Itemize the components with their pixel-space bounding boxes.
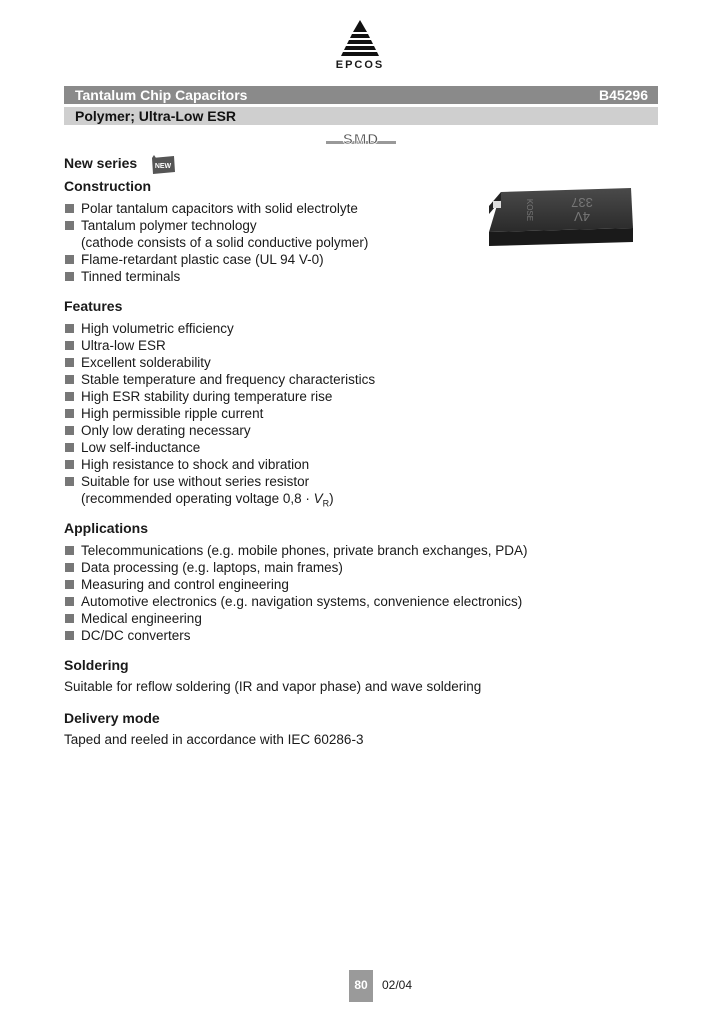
features-note-var: V	[313, 491, 323, 506]
list-item: Data processing (e.g. laptops, main frames)	[64, 559, 527, 576]
soldering-heading: Soldering	[64, 657, 129, 673]
features-note-suffix: )	[329, 491, 334, 506]
epcos-logo-icon	[340, 18, 380, 58]
list-item: High volumetric efficiency	[64, 320, 375, 337]
list-item: High resistance to shock and vibration	[64, 456, 375, 473]
applications-heading: Applications	[64, 520, 149, 536]
list-item: Measuring and control engineering	[64, 576, 527, 593]
features-list	[64, 320, 375, 507]
page-subtitle: Polymer; Ultra-Low ESR	[75, 108, 237, 124]
delivery-heading: Delivery mode	[64, 710, 160, 726]
list-item: Medical engineering	[64, 610, 527, 627]
construction-list	[64, 200, 368, 285]
logo-text: EPCOS	[335, 59, 385, 71]
list-item: DC/DC converters	[64, 627, 527, 644]
features-note-prefix: (recommended operating voltage 0,8 ·	[81, 491, 314, 506]
page-date: 02/04	[382, 978, 413, 992]
list-item: Polar tantalum capacitors with solid electrolyte	[64, 200, 368, 217]
features-note	[64, 490, 375, 507]
title-bar	[64, 86, 658, 104]
part-number: B45296	[598, 87, 648, 103]
smd-label: SMD	[342, 132, 380, 148]
list-item: High permissible ripple current	[64, 405, 375, 422]
features-heading: Features	[64, 298, 123, 314]
chip-marking-side: KOSE	[525, 198, 534, 222]
applications-list	[64, 542, 527, 644]
page-number: 80	[349, 970, 373, 1002]
features-note-sub: R	[322, 498, 330, 509]
epcos-logo	[330, 18, 390, 78]
list-item: Stable temperature and frequency characteristics	[64, 371, 375, 388]
smd-logo	[326, 132, 396, 148]
new-badge	[150, 155, 176, 175]
list-item: High ESR stability during temperature rise	[64, 388, 375, 405]
subtitle-bar	[64, 107, 658, 125]
list-item: Flame-retardant plastic case (UL 94 V-0)	[64, 251, 368, 268]
capacitor-chip-image	[487, 186, 635, 248]
chip-marking-top: 337	[571, 195, 593, 210]
new-series-heading: New series	[64, 155, 138, 171]
list-item: Automotive electronics (e.g. navigation systems, convenience electronics)	[64, 593, 527, 610]
chip-marking-voltage: 4V	[574, 209, 590, 224]
soldering-text: Suitable for reflow soldering (IR and vapor phase) and wave soldering	[64, 679, 482, 694]
list-item: Suitable for use without series resistor	[64, 473, 375, 490]
list-item: Ultra-low ESR	[64, 337, 375, 354]
list-item: Tinned terminals	[64, 268, 368, 285]
delivery-text: Taped and reeled in accordance with IEC 60286-3	[64, 732, 364, 747]
list-item: Excellent solderability	[64, 354, 375, 371]
list-item: Only low derating necessary	[64, 422, 375, 439]
page-title: Tantalum Chip Capacitors	[75, 87, 248, 103]
new-badge-label: NEW	[154, 163, 172, 170]
construction-heading: Construction	[64, 178, 152, 194]
list-item: (cathode consists of a solid conductive polymer)	[81, 235, 369, 250]
list-item: Telecommunications (e.g. mobile phones, private branch exchanges, PDA)	[64, 542, 527, 559]
list-item: Low self-inductance	[64, 439, 375, 456]
list-item: Tantalum polymer technology	[64, 217, 368, 234]
